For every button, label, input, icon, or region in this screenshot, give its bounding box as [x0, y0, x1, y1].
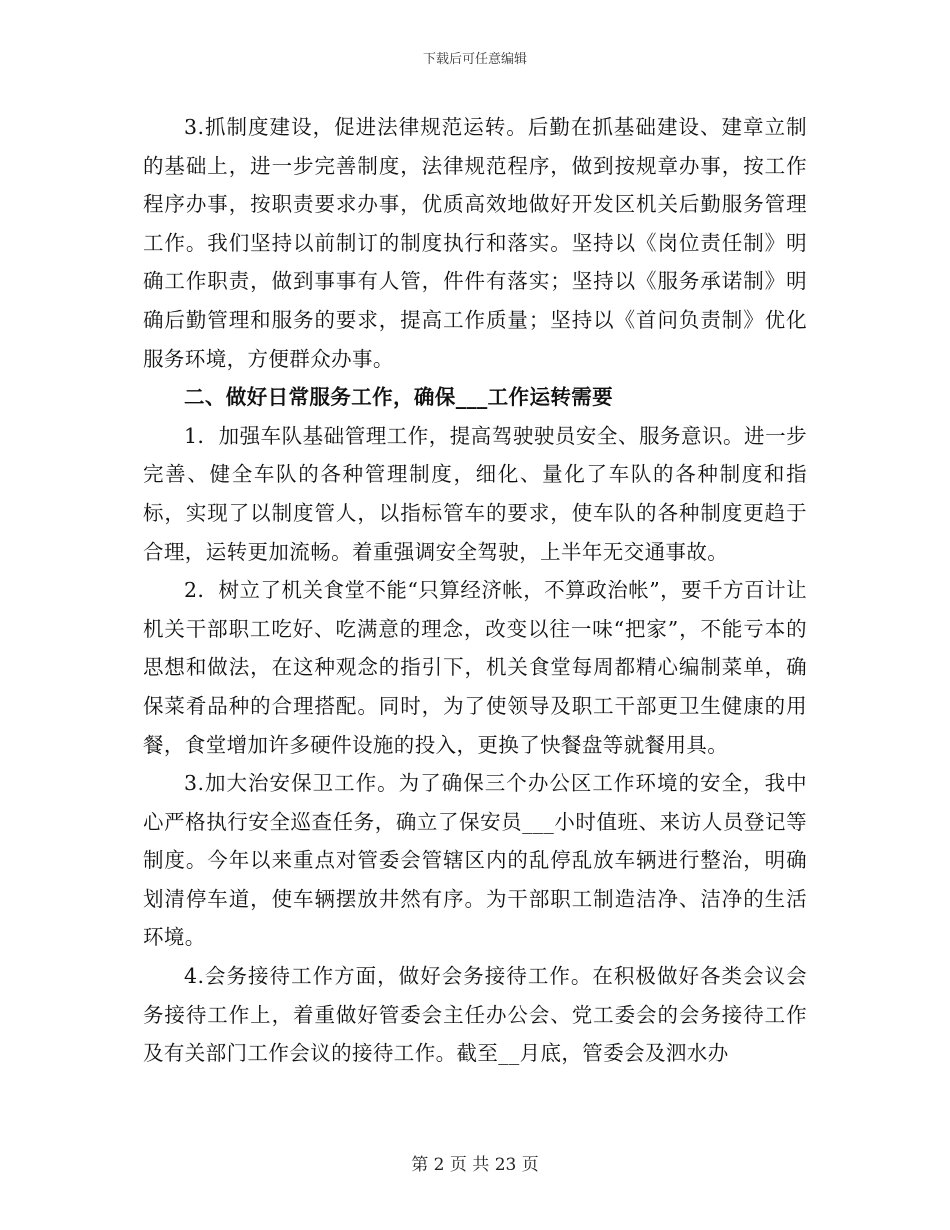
page-header: 下载后可任意编辑 [422, 52, 527, 67]
page-footer: 第 2 页 共 23 页 [411, 1155, 539, 1175]
paragraph-security: 3.加大治安保卫工作。为了确保三个办公区工作环境的安全，我中心严格执行安全巡查任务，确立了保安员___小时值班、来访人员登记等制度。今年以来重点对管委会管辖区内的乱停乱放车辆进行整治，明确划清停车道，使车辆摆放井然有序。为干部职工制造洁净、洁净的生活环境。 [143, 771, 807, 950]
paragraph-institution-building: 3.抓制度建设，促进法律规范运转。后勤在抓基础建设、建章立制的基础上，进一步完善制度，法律规范程序，做到按规章办事，按工作程序办事，按职责要求办事，优质高效地做好开发区机关后勤服务管理工作。我们坚持以前制订的制度执行和落实。坚持以《岗位责任制》明确工作职责，做到事事有人管，件件有落实；坚持以《服务承诺制》明确后勤管理和服务的要求，提高工作质量；坚持以《首问负责制》优化服务环境，方便群众办事。 [143, 115, 807, 371]
paragraph-canteen: 2．树立了机关食堂不能“只算经济帐，不算政治帐”，要千方百计让机关干部职工吃好、吃满意的理念，改变以往一味“把家”，不能亏本的思想和做法，在这种观念的指引下，机关食堂每周都精心编制菜单，确保菜肴品种的合理搭配。同时，为了使领导及职工干部更卫生健康的用餐，食堂增加许多硬件设施的投入，更换了快餐盘等就餐用具。 [143, 578, 807, 757]
paragraph-vehicle-fleet: 1．加强车队基础管理工作，提高驾驶驶员安全、服务意识。进一步完善、健全车队的各种管理制度，细化、量化了车队的各种制度和指标，实现了以制度管人，以指标管车的要求，使车队的各种制度更趋于合理，运转更加流畅。着重强调安全驾驶，上半年无交通事故。 [143, 423, 807, 564]
paragraph-meeting-reception: 4.会务接待工作方面，做好会务接待工作。在积极做好各类会议会务接待工作上，着重做好管委会主任办公会、党工委会的会务接待工作及有关部门工作会议的接待工作。截至__月底，管委会及泗水办 [143, 964, 807, 1066]
document-body [143, 108, 807, 1073]
section-heading-daily-services: 二、做好日常服务工作，确保___工作运转需要 [184, 385, 614, 410]
